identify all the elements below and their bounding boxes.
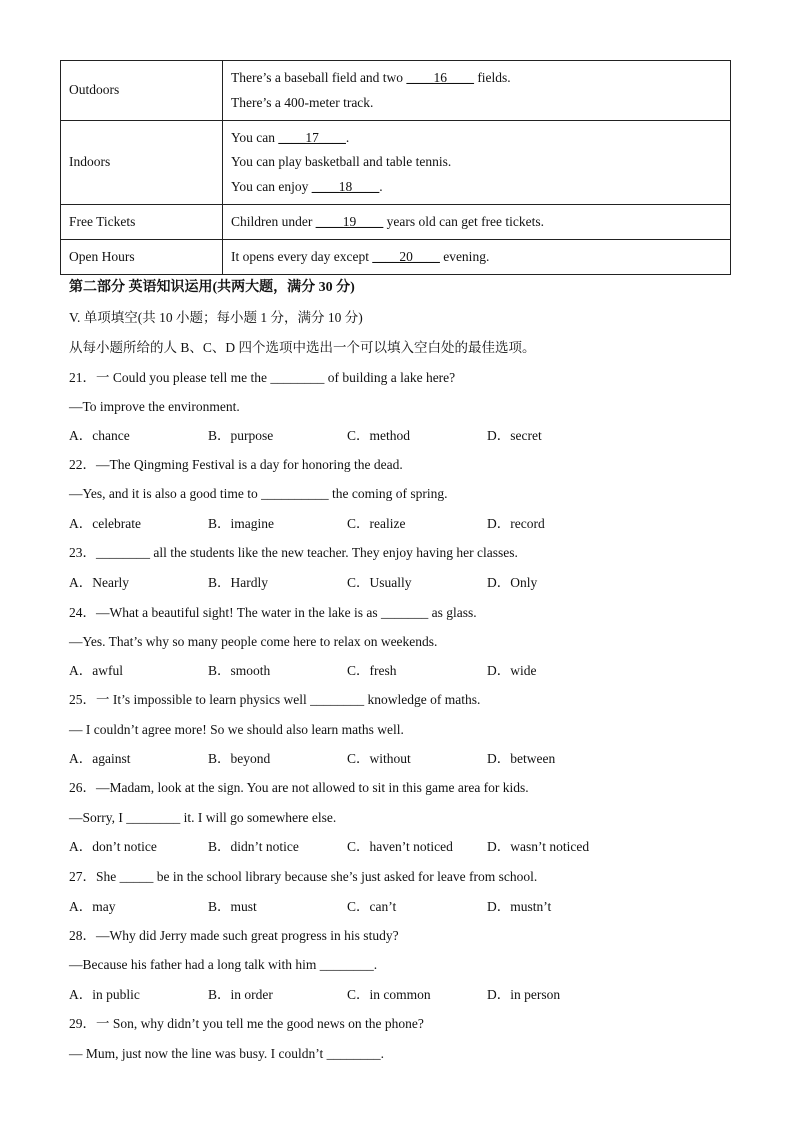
option-c[interactable]: C．realize <box>347 516 406 531</box>
option-c[interactable]: C．can’t <box>347 899 397 914</box>
question-stem: — Mum, just now the line was busy. I couldn’t ________. <box>69 1046 384 1061</box>
question-stem: —Sorry, I ________ it. I will go somewhere else. <box>69 810 337 825</box>
option-b[interactable]: B．purpose <box>208 428 274 443</box>
question-stem: 29．一 Son, why didn’t you tell me the good news on the phone? <box>69 1016 424 1031</box>
question-stem: 21．一 Could you please tell me the ________ of building a lake here? <box>69 370 456 385</box>
question-stem: 23．________ all the students like the new teacher. They enjoy having her classes. <box>69 545 518 560</box>
row-content <box>223 61 731 121</box>
row-label: Open Hours <box>61 240 223 275</box>
question-stem: 22．—The Qingming Festival is a day for honoring the dead. <box>69 457 403 472</box>
content-line: It opens every day except ____20____ evening. <box>231 248 490 264</box>
table-row <box>61 205 731 240</box>
option-c[interactable]: C．Usually <box>347 575 412 590</box>
option-c[interactable]: C．haven’t noticed <box>347 839 453 854</box>
part-title: V. 单项填空(共 10 小题；每小题 1 分，满分 10 分) <box>69 310 363 325</box>
question-stem: — I couldn’t agree more! So we should also learn maths well. <box>69 722 404 737</box>
row-label: Indoors <box>61 121 223 205</box>
question-stem: —Yes, and it is also a good time to __________ the coming of spring. <box>69 486 448 501</box>
question-stem: —Because his father had a long talk with him ________. <box>69 957 378 972</box>
content-line: You can play basketball and table tennis. <box>231 154 452 170</box>
content-line: You can enjoy ____18____. <box>231 178 383 194</box>
answer-blank: ____16____ <box>406 70 474 85</box>
row-content <box>223 240 731 275</box>
option-b[interactable]: B．must <box>208 899 257 914</box>
question-stem: 26．—Madam, look at the sign. You are not allowed to sit in this game area for kids. <box>69 780 529 795</box>
option-a[interactable]: A．in public <box>69 987 140 1002</box>
table-row <box>61 240 731 275</box>
facility-table <box>60 60 731 275</box>
row-label: Outdoors <box>61 61 223 121</box>
instruction: 从每小题所给的人 B、C、D 四个选项中选出一个可以填入空白处的最佳选项。 <box>69 340 536 355</box>
option-c[interactable]: C．fresh <box>347 663 397 678</box>
option-b[interactable]: B．didn’t notice <box>208 839 299 854</box>
option-b[interactable]: B．Hardly <box>208 575 268 590</box>
row-content <box>223 205 731 240</box>
answer-blank: ____18____ <box>311 178 380 194</box>
table-row <box>61 121 731 205</box>
table-row <box>61 61 731 121</box>
option-d[interactable]: D．record <box>487 516 545 531</box>
option-c[interactable]: C．without <box>347 751 411 766</box>
question-stem: 24．—What a beautiful sight! The water in the lake is as _______ as glass. <box>69 605 477 620</box>
option-d[interactable]: D．Only <box>487 575 538 590</box>
option-a[interactable]: A．against <box>69 751 131 766</box>
option-a[interactable]: A．celebrate <box>69 516 141 531</box>
row-content <box>223 121 731 205</box>
option-a[interactable]: A．don’t notice <box>69 839 157 854</box>
content-line: There’s a 400-meter track. <box>231 94 374 110</box>
option-b[interactable]: B．in order <box>208 987 273 1002</box>
option-a[interactable]: A．awful <box>69 663 123 678</box>
content-line: There’s a baseball field and two ____16____ fields. <box>231 70 511 85</box>
option-d[interactable]: D．mustn’t <box>487 899 552 914</box>
option-b[interactable]: B．imagine <box>208 516 274 531</box>
option-a[interactable]: A．chance <box>69 428 130 443</box>
option-c[interactable]: C．method <box>347 428 410 443</box>
option-a[interactable]: A．Nearly <box>69 575 129 590</box>
question-stem: 25．一 It’s impossible to learn physics well ________ knowledge of maths. <box>69 692 481 707</box>
answer-blank: ____19____ <box>315 213 384 229</box>
option-d[interactable]: D．in person <box>487 987 561 1002</box>
option-b[interactable]: B．beyond <box>208 751 271 766</box>
option-a[interactable]: A．may <box>69 899 116 914</box>
option-b[interactable]: B．smooth <box>208 663 271 678</box>
content-line: You can ____17____. <box>231 129 350 145</box>
option-c[interactable]: C．in common <box>347 987 431 1002</box>
option-d[interactable]: D．wasn’t noticed <box>487 839 590 854</box>
option-d[interactable]: D．secret <box>487 428 542 443</box>
content-line: Children under ____19____ years old can get free tickets. <box>231 213 545 229</box>
answer-blank: ____20____ <box>372 248 440 264</box>
section-title: 第二部分 英语知识运用(共两大题，满分 30 分) <box>69 280 355 295</box>
row-label: Free Tickets <box>61 205 223 240</box>
answer-blank: ____17____ <box>278 129 346 145</box>
question-stem: —Yes. That’s why so many people come here to relax on weekends. <box>69 634 438 649</box>
option-d[interactable]: D．wide <box>487 663 537 678</box>
question-stem: 28．—Why did Jerry made such great progress in his study? <box>69 928 399 943</box>
question-stem: 27．She _____ be in the school library because she’s just asked for leave from school. <box>69 869 538 884</box>
question-stem: —To improve the environment. <box>69 399 240 414</box>
option-d[interactable]: D．between <box>487 751 556 766</box>
